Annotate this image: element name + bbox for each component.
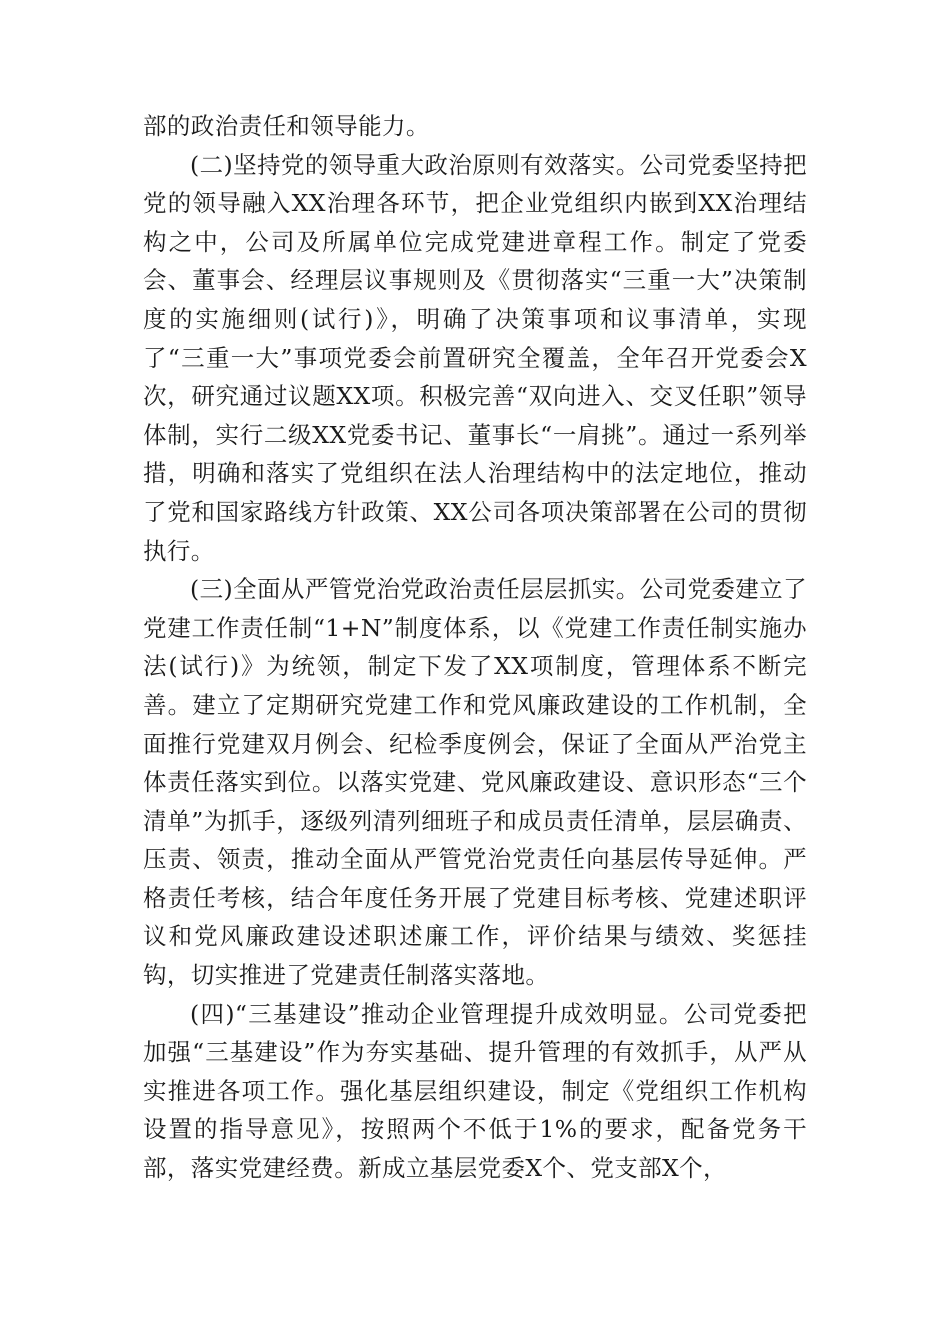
paragraph-2: (二)坚持党的领导重大政治原则有效落实。公司党委坚持把党的领导融入XX治理各环节，把企业党组织内嵌到XX治理结构之中，公司及所属单位完成党建进章程工作。制定了党委会、董事会、经理层议事规则及《贯彻落实“三重一大”决策制度的实施细则(试行)》，明确了决策事项和议事清单，实现了“三重一大”事项党委会前置研究全覆盖，全年召开党委会X次，研究通过议题XX项。积极完善“双向进入、交叉任职”领导体制，实行二级XX党委书记、董事长“一肩挑”。通过一系列举措，明确和落实了党组织在法人治理结构中的法定地位，推动了党和国家路线方针政策、XX公司各项决策部署在公司的贯彻执行。 — [143, 150, 807, 565]
paragraph-1: 部的政治责任和领导能力。 — [143, 112, 430, 140]
paragraph-3: (三)全面从严管党治党政治责任层层抓实。公司党委建立了党建工作责任制“1+N”制度体系，以《党建工作责任制实施办法(试行)》为统领，制定下发了XX项制度，管理体系不断完善。建立了定期研究党建工作和党风廉政建设的工作机制，全面推行党建双月例会、纪检季度例会，保证了全面从严治党主体责任落实到位。以落实党建、党风廉政建设、意识形态“三个清单”为抓手，逐级列清列细班子和成员责任清单，层层确责、压责、领责，推动全面从严管党治党责任向基层传导延伸。严格责任考核，结合年度任务开展了党建目标考核、党建述职评议和党风廉政建设述职述廉工作，评价结果与绩效、奖惩挂钩，切实推进了党建责任制落实落地。 — [143, 575, 807, 990]
document-body — [143, 107, 807, 1188]
paragraph-4: (四)“三基建设”推动企业管理提升成效明显。公司党委把加强“三基建设”作为夯实基础、提升管理的有效抓手，从严从实推进各项工作。强化基层组织建设，制定《党组织工作机构设置的指导意见》，按照两个不低于1%的要求，配备党务干部，落实党建经费。新成立基层党委X个、党支部X个， — [143, 999, 807, 1183]
